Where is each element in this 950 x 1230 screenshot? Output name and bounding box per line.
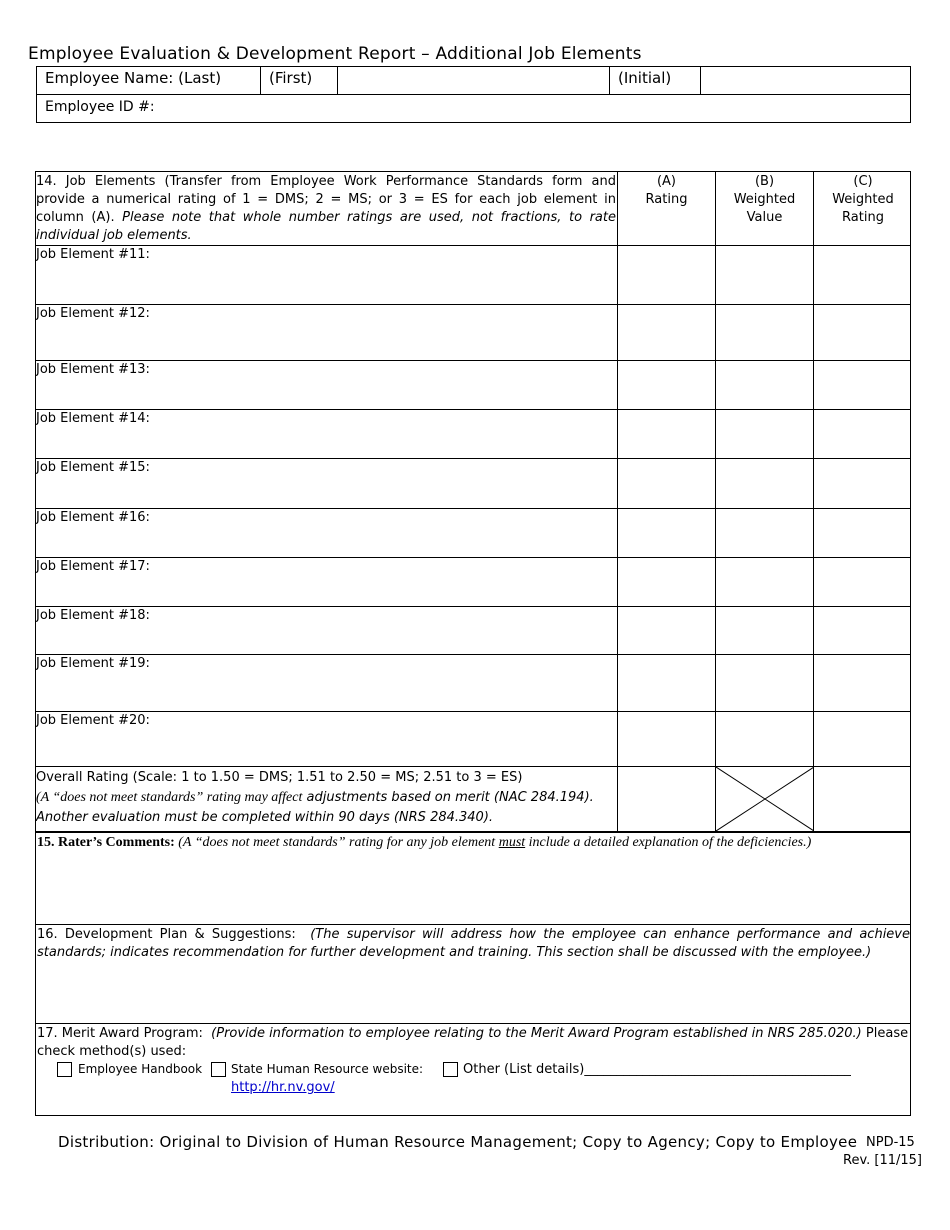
state-hr-website-checkbox[interactable]	[211, 1062, 226, 1077]
other-checkbox[interactable]	[443, 1062, 458, 1077]
job-element-row	[36, 509, 910, 558]
job-elements-table	[35, 171, 911, 832]
weighted-rating-cell[interactable]	[813, 246, 912, 304]
overall-rating-description	[36, 768, 616, 828]
overall-weighted-rating-cell[interactable]	[813, 767, 912, 831]
overall-rating-cell[interactable]	[617, 767, 715, 831]
weighted-value-cell[interactable]	[715, 305, 813, 360]
rating-cell[interactable]	[617, 712, 715, 766]
weighted-value-cell[interactable]	[715, 607, 813, 654]
job-element-label[interactable]: Job Element #20:	[36, 713, 150, 728]
hr-website-link[interactable]: http://hr.nv.gov/	[231, 1080, 335, 1095]
merit-award-note: (Provide information to employee relating to the Merit Award Program established in NRS 285.020.)	[211, 1026, 862, 1041]
employee-id-label: Employee ID #:	[45, 99, 155, 115]
form-number: NPD-15	[866, 1135, 915, 1150]
development-plan-box[interactable]	[35, 924, 911, 1024]
form-title: Employee Evaluation & Development Report – Additional Job Elements	[28, 44, 642, 64]
weighted-rating-cell[interactable]	[813, 509, 912, 557]
column-b-label-line2: Value	[746, 210, 783, 225]
merit-award-instruction: Please check method(s) used:	[37, 1026, 909, 1059]
weighted-rating-cell[interactable]	[813, 410, 912, 458]
raters-comments-note-cont: include a detailed explanation of the deficiencies.)	[525, 835, 812, 850]
rating-cell[interactable]	[617, 558, 715, 606]
job-element-label[interactable]: Job Element #12:	[36, 306, 150, 321]
rating-cell[interactable]	[617, 246, 715, 304]
other-label: Other (List details)	[463, 1062, 585, 1077]
overall-rating-deadline: Another evaluation must be completed within 90 days (NRS 284.340).	[36, 810, 494, 825]
weighted-value-cell[interactable]	[715, 246, 813, 304]
rating-cell[interactable]	[617, 410, 715, 458]
merit-award-label: 17. Merit Award Program:	[37, 1026, 203, 1041]
job-element-label[interactable]: Job Element #19:	[36, 656, 150, 671]
job-element-row	[36, 459, 910, 509]
overall-rating-scale: Overall Rating (Scale: 1 to 1.50 = DMS; 1.51 to 2.50 = MS; 2.51 to 3 = ES)	[36, 770, 523, 785]
weighted-value-cell[interactable]	[715, 410, 813, 458]
distribution-note: Distribution: Original to Division of Human Resource Management; Copy to Agency; Copy to Employee	[58, 1133, 858, 1151]
revision-date: Rev. [11/15]	[843, 1153, 923, 1168]
column-b-letter: (B)	[754, 174, 775, 189]
merit-award-box	[35, 1023, 911, 1116]
overall-rating-note: (A “does not meet standards” rating may affect	[36, 790, 303, 805]
column-c-header	[813, 172, 912, 245]
weighted-value-cell[interactable]	[715, 655, 813, 711]
employee-header-table	[36, 66, 911, 123]
employee-id-field[interactable]	[45, 99, 155, 115]
weighted-value-cell[interactable]	[715, 558, 813, 606]
weighted-rating-cell[interactable]	[813, 305, 912, 360]
column-b-label-line1: Weighted	[733, 192, 796, 207]
rating-cell[interactable]	[617, 655, 715, 711]
weighted-value-cell[interactable]	[715, 509, 813, 557]
column-a-label: Rating	[645, 192, 688, 207]
raters-comments-label: 15. Rater’s Comments:	[37, 835, 175, 850]
weighted-value-cell[interactable]	[715, 361, 813, 409]
column-a-letter: (A)	[656, 174, 677, 189]
overall-rating-note-cont: adjustments based on merit (NAC 284.194).	[302, 790, 594, 805]
raters-comments-box[interactable]	[35, 832, 911, 925]
rating-cell[interactable]	[617, 305, 715, 360]
development-plan-note: (The supervisor will address how the employee can enhance performance and achieve standards; indicates recommendation for further development and training. This section shall be discussed with the employee.)	[37, 927, 910, 960]
job-element-row	[36, 712, 910, 767]
instructions-text: 14. Job Elements (Transfer from Employee Work Performance Standards form and provide a numerical rating of 1 = DMS; 2 = MS; or 3 = ES for each job element in column (A).	[36, 174, 616, 225]
job-element-row	[36, 607, 910, 655]
job-element-row	[36, 655, 910, 712]
weighted-rating-cell[interactable]	[813, 361, 912, 409]
job-element-label[interactable]: Job Element #17:	[36, 559, 150, 574]
weighted-rating-cell[interactable]	[813, 558, 912, 606]
state-hr-website-label: State Human Resource website:	[231, 1062, 424, 1076]
initial-label-cell	[610, 67, 701, 95]
column-c-label-line1: Weighted	[832, 192, 894, 207]
initial-field[interactable]	[701, 67, 910, 95]
weighted-rating-cell[interactable]	[813, 607, 912, 654]
job-element-row	[36, 246, 910, 305]
job-element-label[interactable]: Job Element #11:	[36, 247, 150, 262]
job-element-label[interactable]: Job Element #13:	[36, 362, 150, 377]
rating-cell[interactable]	[617, 459, 715, 508]
cross-out-icon	[716, 767, 814, 831]
employee-handbook-checkbox[interactable]	[57, 1062, 72, 1077]
development-plan-label: 16. Development Plan & Suggestions:	[37, 927, 296, 942]
job-element-row	[36, 305, 910, 361]
first-name-field[interactable]	[338, 67, 610, 95]
other-details-blank: _________________________________________	[584, 1062, 851, 1077]
must-emphasis: must	[498, 835, 526, 850]
rating-cell[interactable]	[617, 607, 715, 654]
raters-comments-note: (A “does not meet standards” rating for any job element	[174, 835, 499, 850]
job-element-label[interactable]: Job Element #18:	[36, 608, 150, 623]
job-elements-instructions	[36, 173, 616, 245]
first-name-label-cell	[261, 67, 338, 95]
rating-cell[interactable]	[617, 361, 715, 409]
column-c-letter: (C)	[853, 174, 873, 189]
weighted-value-cell[interactable]	[715, 459, 813, 508]
weighted-rating-cell[interactable]	[813, 655, 912, 711]
last-name-field[interactable]	[37, 67, 261, 95]
employee-handbook-label: Employee Handbook	[78, 1062, 203, 1076]
column-a-header	[617, 172, 715, 245]
job-element-row	[36, 361, 910, 410]
job-element-row	[36, 410, 910, 459]
rating-cell[interactable]	[617, 509, 715, 557]
column-b-header	[715, 172, 813, 245]
instructions-note: Please note that whole number ratings are used, not fractions, to rate individual job elements.	[36, 210, 616, 243]
job-element-label[interactable]: Job Element #14:	[36, 411, 150, 426]
other-label-line[interactable]	[463, 1062, 851, 1077]
initial-label: (Initial)	[618, 69, 672, 87]
crossed-out-cell	[715, 767, 813, 831]
weighted-rating-cell[interactable]	[813, 459, 912, 508]
column-c-label-line2: Rating	[842, 210, 884, 225]
weighted-value-cell[interactable]	[715, 712, 813, 766]
last-name-label: Employee Name: (Last)	[45, 69, 222, 87]
job-element-row	[36, 558, 910, 607]
first-name-label: (First)	[269, 69, 313, 87]
job-element-label[interactable]: Job Element #15:	[36, 460, 150, 475]
overall-rating-row	[36, 767, 910, 831]
job-element-label[interactable]: Job Element #16:	[36, 510, 150, 525]
job-elements-header-row	[36, 172, 910, 246]
employee-name-row	[37, 67, 910, 95]
weighted-rating-cell[interactable]	[813, 712, 912, 766]
